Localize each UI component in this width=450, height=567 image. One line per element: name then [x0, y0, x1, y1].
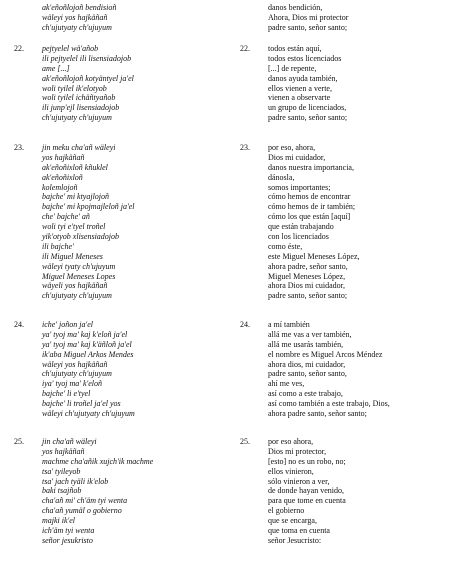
verse-line: allá me usarás también, — [268, 339, 344, 349]
stanza-lines — [268, 320, 445, 419]
continuation-lines — [42, 3, 224, 33]
verse-line: wäleyi yos hajkäñañ — [42, 359, 108, 369]
verse-line: el nombre es Miguel Arcos Méndez — [268, 349, 383, 359]
verse-line: machme cha'añik xujch'ik machme — [42, 456, 154, 466]
verse-line: wäleyi yos hajkäñañ — [42, 12, 108, 22]
stanza-number: 24. — [14, 320, 24, 329]
stanza-lines — [42, 437, 224, 546]
verse-line: cha'añ mi' ch'äm tyi wenta — [42, 496, 128, 506]
verse-line: ahora padre santo, señor santo; — [268, 409, 367, 419]
verse-line: el gobierno — [268, 506, 305, 516]
verse-line: por eso ahora, — [268, 437, 314, 446]
verse-line: ellos vinieron, — [268, 466, 314, 476]
stanza-number: 22. — [14, 44, 24, 53]
verse-line: ch'ujutyaty ch'ujuyum — [42, 22, 112, 32]
verse-line: somos importantes; — [268, 182, 331, 192]
verse-line: yos hajkäñañ — [42, 152, 85, 162]
verse-line: woli tyilel ichäñtyañob — [42, 93, 116, 103]
verse-line: bajche' li e'tyel — [42, 389, 91, 399]
verse-line: ahora padre, señor santo, — [268, 261, 348, 271]
verse-line: así como a este trabajo, — [268, 389, 343, 399]
verse-line: con los licenciados — [268, 232, 329, 242]
verse-line: Dios mi protector, — [268, 446, 327, 456]
verse-line: ak'eñoñixloñ kñuklel — [42, 162, 108, 172]
verse-line: allá me vas a ver también, — [268, 329, 352, 339]
verse-line: danos nuestra importancia, — [268, 162, 354, 172]
stanza-number: 22. — [240, 44, 250, 53]
verse-line: bajche' mi kpojmajleloñ ja'el — [42, 202, 135, 212]
verse-line: ahora dios, mi cuidador, — [268, 359, 346, 369]
verse-line: bajche' mi ktyajlojoñ — [42, 192, 110, 202]
verse-line: por eso, ahora, — [268, 143, 316, 152]
verse-line: como éste, — [268, 241, 303, 251]
verse-line: ch'ujutyaty ch'ujuyum — [42, 113, 112, 123]
verse-line: danos ayuda también, — [268, 73, 338, 83]
verse-line: ili bajche' — [42, 241, 74, 251]
verse-line: Miguel Meneses Lopes — [42, 271, 116, 281]
verse-line: un grupo de licenciados, — [268, 103, 347, 113]
verse-line: cha'añ yumäl o gobierno — [42, 506, 122, 516]
verse-line: danos bendición, — [268, 3, 323, 12]
verse-line: ak'eñoñlojoñ kotyäntyel ja'el — [42, 73, 134, 83]
verse-line: ili junp'ejl lisensiadojob — [42, 103, 120, 113]
verse-line: iya' tyoj ma' k'eloñ — [42, 379, 103, 389]
verse-line: padre santo, señor santo, — [268, 369, 347, 379]
verse-line: este Miguel Meneses López, — [268, 251, 360, 261]
verse-line: que se encarga, — [268, 516, 317, 526]
verse-line: ili Miguel Meneses — [42, 251, 103, 261]
verse-line: padre santo, señor santo; — [268, 113, 348, 123]
verse-line: ame [...] — [42, 63, 70, 73]
stanza-lines — [268, 143, 445, 301]
verse-line: kolemlojoñ — [42, 182, 78, 192]
verse-line: ellos vienen a verte, — [268, 83, 332, 93]
verse-line: wäyeli yos hajkäñañ — [42, 281, 108, 291]
verse-line: ak'eñoñixloñ — [42, 172, 83, 182]
verse-line: wäleyi ch'ujutyaty ch'ujuyum — [42, 409, 135, 419]
verse-line: ya' tyoj ma' kaj k'eloñ ja'el — [42, 329, 128, 339]
verse-line: Dios mi cuidador, — [268, 152, 326, 162]
verse-line: woli tyilel ik'elotyob — [42, 83, 107, 93]
verse-line: así como también a este trabajo, Dios, — [268, 399, 390, 409]
verse-line: vienen a observarte — [268, 93, 331, 103]
verse-line: ahí me ves, — [268, 379, 305, 389]
verse-line: Miguel Meneses López, — [268, 271, 346, 281]
verse-line: que toma en cuenta — [268, 526, 330, 536]
verse-line: baki tsajñob — [42, 486, 82, 496]
verse-line: cómo los que están [aquí] — [268, 212, 351, 222]
stanza-number: 25. — [14, 437, 24, 446]
verse-line: ak'eñoñlojoñ bendisioñ — [42, 3, 117, 12]
stanza-lines — [268, 437, 445, 546]
verse-line: wäleyi tyaty ch'ujuyum — [42, 261, 116, 271]
verse-line: todos están aquí, — [268, 44, 322, 53]
stanza-lines — [268, 44, 445, 123]
verse-line: tsa' jach tyäli ik'elob — [42, 476, 109, 486]
stanza-number: 23. — [240, 143, 250, 152]
verse-line: [...] de repente, — [268, 63, 317, 73]
verse-line: padre santo, señor santo; — [268, 291, 348, 301]
verse-line: ya' tyoj ma' kaj k'äñloñ ja'el — [42, 339, 132, 349]
verse-line: ch'ujutyaty ch'ujuyum — [42, 291, 112, 301]
verse-line: para que tome en cuenta — [268, 496, 346, 506]
verse-line: todos estos licenciados — [268, 53, 342, 63]
verse-line: woli tyi e'tyel troñel — [42, 222, 106, 232]
continuation-lines — [268, 3, 445, 33]
stanza-lines — [42, 44, 224, 123]
verse-line: de donde hayan venido, — [268, 486, 344, 496]
verse-line: che' bajche' añ — [42, 212, 90, 222]
verse-line: señor Jesucristo: — [268, 535, 322, 545]
verse-line: yik'otyob xlisensiadojob — [42, 232, 120, 242]
stanza-number: 24. — [240, 320, 250, 329]
verse-line: ch'ujutyaty ch'ujuyum — [42, 369, 112, 379]
verse-line: pejtyelel wä'añob — [42, 44, 99, 53]
verse-line: ich'äm tyi wenta — [42, 526, 95, 536]
verse-line: que están trabajando — [268, 222, 334, 232]
stanza-number: 23. — [14, 143, 24, 152]
verse-line: cómo hemos de ir también; — [268, 202, 356, 212]
stanza-number: 25. — [240, 437, 250, 446]
verse-line: ili pejtyelel ili lisensiadojob — [42, 53, 132, 63]
verse-line: iche' joñon ja'el — [42, 320, 93, 329]
verse-line: tsa' tyileyob — [42, 466, 81, 476]
verse-line: jin meku cha'añ wäleyi — [42, 143, 116, 152]
verse-line: bajche' li troñel ja'el yos — [42, 399, 121, 409]
verse-line: majki ik'el — [42, 516, 76, 526]
verse-line: [esto] no es un robo, no; — [268, 456, 346, 466]
stanza-lines — [42, 320, 224, 419]
stanza-lines — [42, 143, 224, 301]
verse-line: yos hajkäñañ — [42, 446, 85, 456]
verse-line: jin cha'añ wäleyi — [42, 437, 97, 446]
verse-line: Ahora, Dios mi protector — [268, 12, 349, 22]
verse-line: padre santo, señor santo; — [268, 22, 348, 32]
verse-line: dánosla, — [268, 172, 295, 182]
verse-line: a mí también — [268, 320, 310, 329]
verse-line: señor jesukristo — [42, 535, 93, 545]
verse-line: ahora Dios mi cuidador, — [268, 281, 345, 291]
verse-line: ik'aba Miguel Arkos Mendes — [42, 349, 134, 359]
verse-line: sólo vinieron a ver, — [268, 476, 330, 486]
verse-line: cómo hemos de encontrar — [268, 192, 351, 202]
